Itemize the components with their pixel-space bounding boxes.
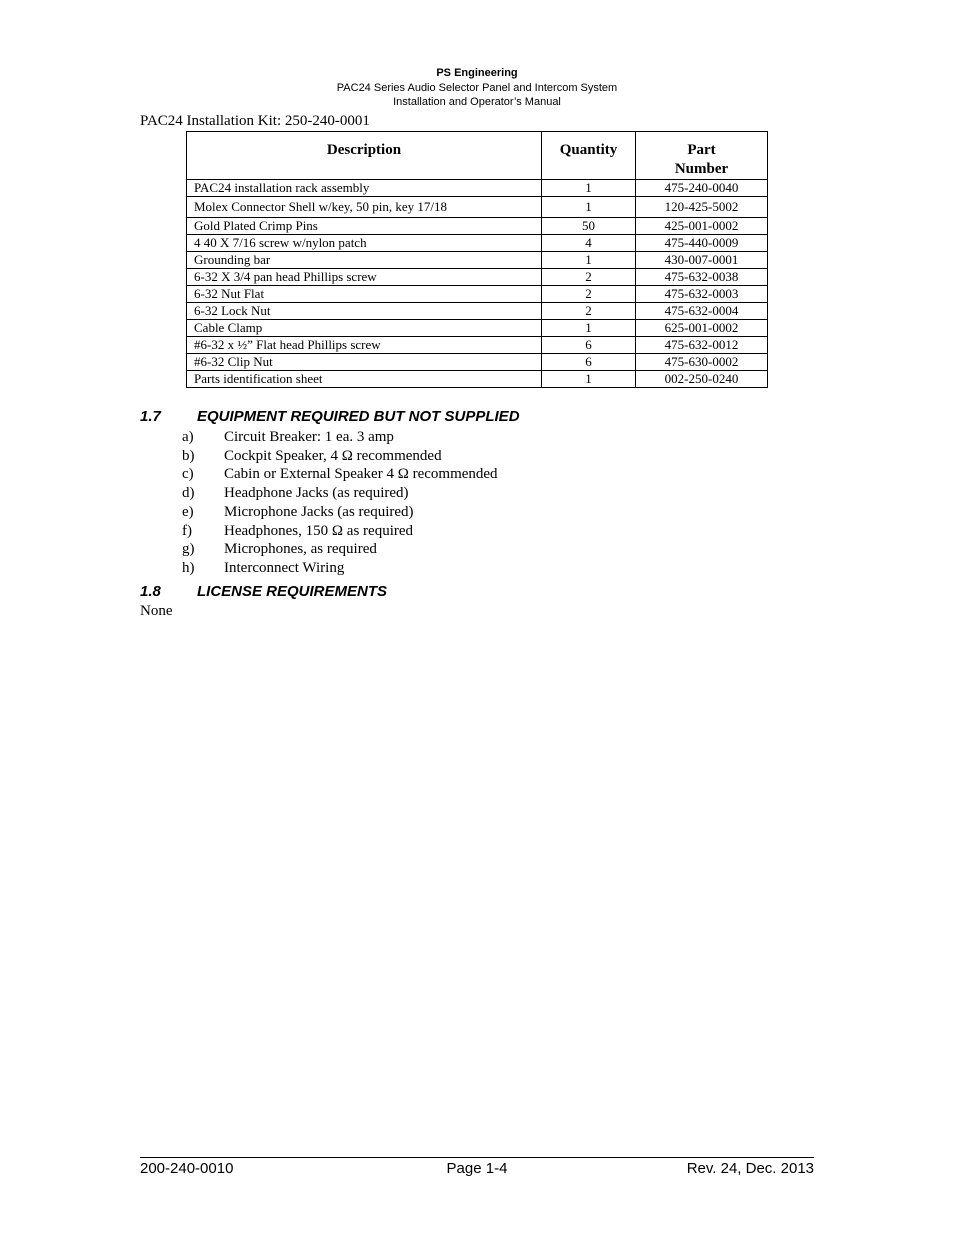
quantity-cell: 1 bbox=[542, 180, 636, 197]
list-item bbox=[182, 503, 498, 522]
table-row bbox=[187, 269, 768, 286]
quantity-cell: 1 bbox=[542, 197, 636, 218]
header-product: PAC24 Series Audio Selector Panel and Intercom System bbox=[336, 81, 618, 94]
table-header-row bbox=[187, 132, 768, 180]
list-item-text: Microphone Jacks (as required) bbox=[224, 503, 414, 520]
list-item-letter: c) bbox=[182, 466, 194, 483]
part-number-cell: 475-630-0002 bbox=[636, 354, 768, 371]
quantity-cell: 6 bbox=[542, 354, 636, 371]
list-item-letter: h) bbox=[182, 559, 195, 576]
list-item-letter: d) bbox=[182, 485, 195, 502]
quantity-cell: 50 bbox=[542, 218, 636, 235]
list-item bbox=[182, 484, 498, 503]
description-cell: Parts identification sheet bbox=[187, 371, 542, 388]
description-cell: PAC24 installation rack assembly bbox=[187, 180, 542, 197]
list-item bbox=[182, 428, 498, 447]
page-header bbox=[0, 66, 954, 110]
part-number-cell: 625-001-0002 bbox=[636, 320, 768, 337]
header-manual: Installation and Operator’s Manual bbox=[393, 96, 561, 108]
list-item-text: Microphones, as required bbox=[224, 541, 377, 558]
table-row bbox=[187, 354, 768, 371]
license-body: None bbox=[140, 603, 173, 619]
description-cell: Molex Connector Shell w/key, 50 pin, key 17/18 bbox=[187, 197, 542, 218]
section-title: LICENSE REQUIREMENTS bbox=[197, 583, 388, 600]
list-item-letter: g) bbox=[182, 541, 195, 558]
list-item-text: Circuit Breaker: 1 ea. 3 amp bbox=[224, 429, 394, 445]
table-row bbox=[187, 252, 768, 269]
footer-page-number: Page 1-4 bbox=[446, 1160, 508, 1177]
description-cell: #6-32 x ½” Flat head Phillips screw bbox=[187, 337, 542, 354]
part-number-cell: 475-632-0012 bbox=[636, 337, 768, 354]
part-number-cell: 120-425-5002 bbox=[636, 197, 768, 218]
list-item bbox=[182, 465, 498, 484]
list-item bbox=[182, 540, 498, 559]
section-number: 1.7 bbox=[140, 408, 161, 425]
quantity-cell: 1 bbox=[542, 252, 636, 269]
quantity-cell: 2 bbox=[542, 286, 636, 303]
table-row bbox=[187, 180, 768, 197]
description-cell: Grounding bar bbox=[187, 252, 542, 269]
list-item-letter: b) bbox=[182, 447, 195, 464]
list-item-text: Cabin or External Speaker 4 Ω recommended bbox=[224, 466, 498, 483]
section-1-7-heading bbox=[140, 408, 520, 425]
kit-title: PAC24 Installation Kit: 250-240-0001 bbox=[140, 113, 370, 129]
table-row bbox=[187, 235, 768, 252]
table-row bbox=[187, 303, 768, 320]
list-item bbox=[182, 447, 498, 466]
quantity-cell: 2 bbox=[542, 269, 636, 286]
description-cell: Gold Plated Crimp Pins bbox=[187, 218, 542, 235]
list-item-letter: a) bbox=[182, 429, 194, 445]
list-item-letter: e) bbox=[182, 503, 194, 520]
description-cell: Cable Clamp bbox=[187, 320, 542, 337]
list-item-text: Headphone Jacks (as required) bbox=[224, 485, 409, 502]
part-number-cell: 475-632-0038 bbox=[636, 269, 768, 286]
quantity-cell: 4 bbox=[542, 235, 636, 252]
quantity-cell: 2 bbox=[542, 303, 636, 320]
header-quantity: Quantity bbox=[542, 132, 636, 180]
equipment-list bbox=[182, 428, 498, 578]
list-item-text: Interconnect Wiring bbox=[224, 559, 345, 576]
list-item-text: Headphones, 150 Ω as required bbox=[224, 522, 414, 539]
part-number-cell: 002-250-0240 bbox=[636, 371, 768, 388]
table-row bbox=[187, 218, 768, 235]
part-number-cell: 430-007-0001 bbox=[636, 252, 768, 269]
quantity-cell: 1 bbox=[542, 371, 636, 388]
description-cell: #6-32 Clip Nut bbox=[187, 354, 542, 371]
table-row bbox=[187, 286, 768, 303]
part-number-cell: 475-440-0009 bbox=[636, 235, 768, 252]
part-number-cell: 425-001-0002 bbox=[636, 218, 768, 235]
section-title: EQUIPMENT REQUIRED BUT NOT SUPPLIED bbox=[197, 408, 520, 425]
quantity-cell: 1 bbox=[542, 320, 636, 337]
header-description: Description bbox=[187, 132, 542, 180]
parts-table-body bbox=[187, 180, 768, 388]
table-row bbox=[187, 337, 768, 354]
quantity-cell: 6 bbox=[542, 337, 636, 354]
header-part-number: Part Number bbox=[636, 132, 768, 180]
description-cell: 6-32 Nut Flat bbox=[187, 286, 542, 303]
list-item bbox=[182, 522, 498, 541]
table-row bbox=[187, 320, 768, 337]
description-cell: 6-32 Lock Nut bbox=[187, 303, 542, 320]
list-item-letter: f) bbox=[182, 522, 192, 539]
list-item bbox=[182, 559, 498, 578]
part-number-cell: 475-632-0003 bbox=[636, 286, 768, 303]
footer-revision: Rev. 24, Dec. 2013 bbox=[686, 1160, 814, 1177]
section-1-8-heading bbox=[140, 583, 387, 600]
table-row bbox=[187, 197, 768, 218]
part-number-cell: 475-240-0040 bbox=[636, 180, 768, 197]
footer-divider bbox=[140, 1157, 814, 1158]
description-cell: 6-32 X 3/4 pan head Phillips screw bbox=[187, 269, 542, 286]
footer-doc-number: 200-240-0010 bbox=[140, 1160, 234, 1177]
section-number: 1.8 bbox=[140, 583, 161, 600]
part-number-cell: 475-632-0004 bbox=[636, 303, 768, 320]
table-row bbox=[187, 371, 768, 388]
description-cell: 4 40 X 7/16 screw w/nylon patch bbox=[187, 235, 542, 252]
parts-table bbox=[186, 131, 768, 388]
list-item-text: Cockpit Speaker, 4 Ω recommended bbox=[224, 447, 442, 464]
header-company: PS Engineering bbox=[436, 67, 518, 79]
